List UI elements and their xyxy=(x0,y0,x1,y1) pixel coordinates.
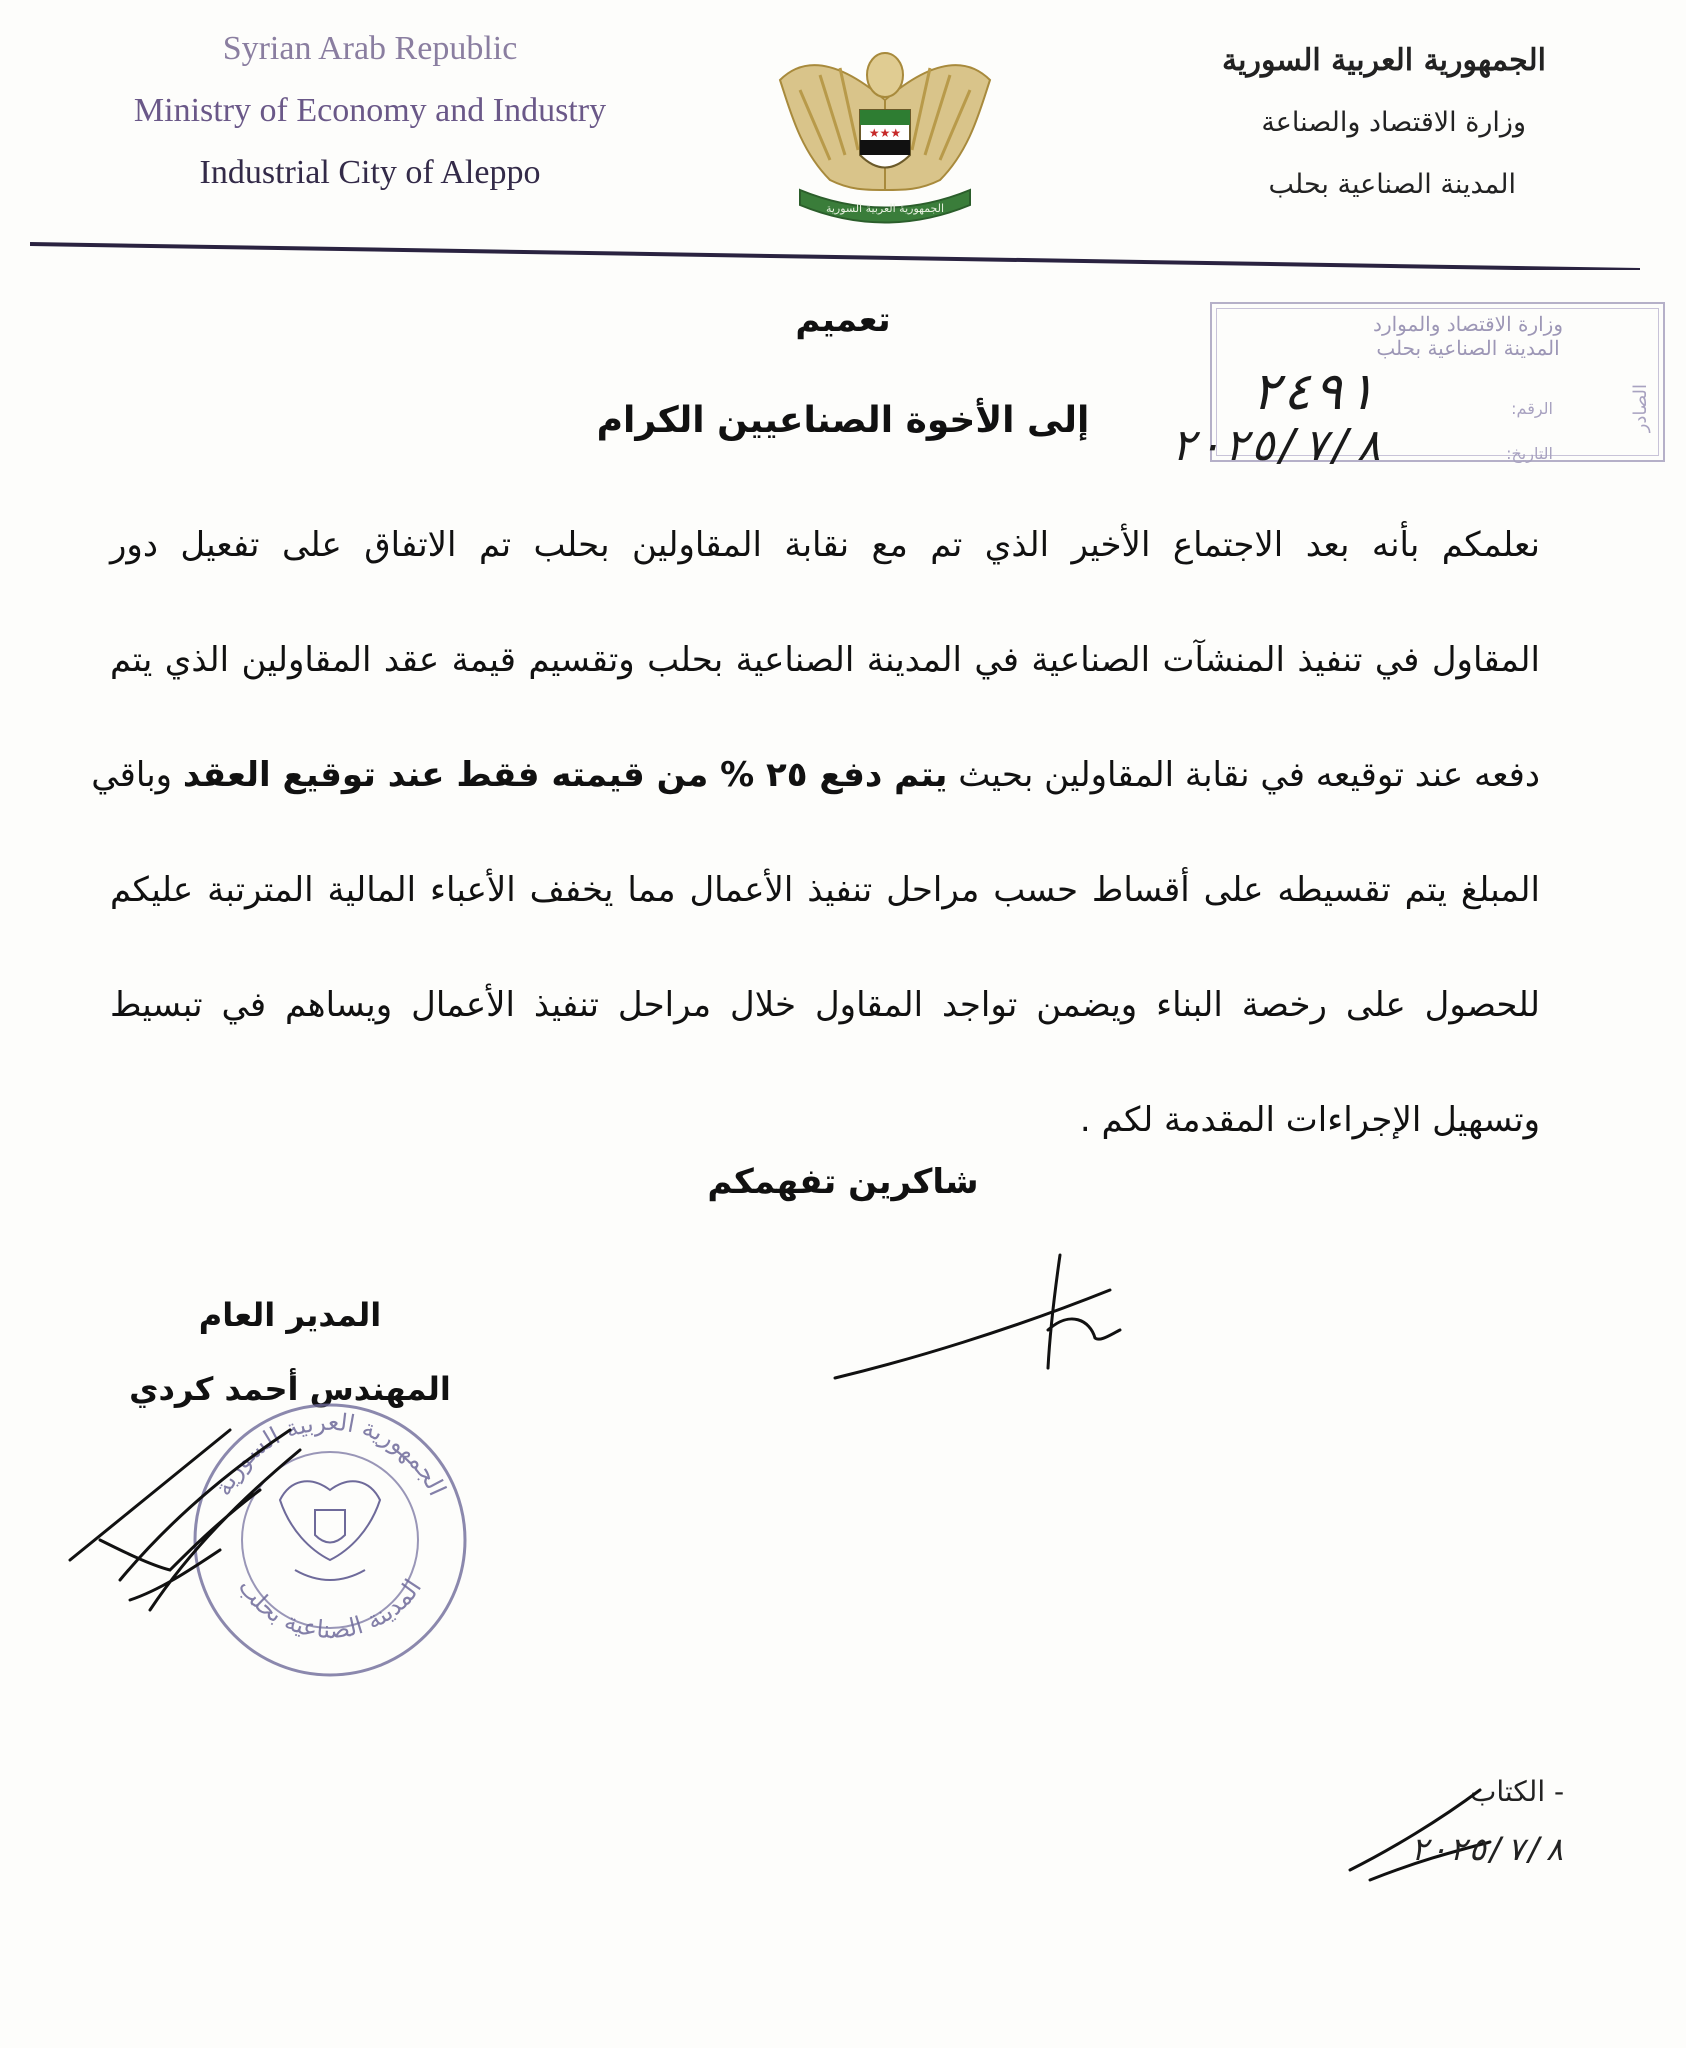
footer-date: ٢٠٢٥/٧/٨ xyxy=(1410,1830,1565,1868)
document-title: تعميم xyxy=(795,300,891,340)
header-ar-city: المدينة الصناعية بحلب xyxy=(1268,169,1516,200)
director-signature-icon xyxy=(60,1400,380,1630)
svg-text:المدينة الصناعية بحلب: المدينة الصناعية بحلب xyxy=(232,1573,428,1645)
header-english xyxy=(60,18,680,204)
registry-number-label: الرقم: xyxy=(1511,399,1553,418)
document-body xyxy=(91,488,1540,1178)
body-line: دفعه عند توقيعه في نقابة المقاولين بحيث يتم دفع ٢٥ % من قيمته فقط عند توقيع العقد وباقي xyxy=(91,755,1540,795)
body-line: المبلغ يتم تقسيطه على أقساط حسب مراحل تنفيذ الأعمال مما يخفف الأعباء المالية المترتبة عليكم xyxy=(110,870,1540,910)
header-ar-country: الجمهورية العربية السورية xyxy=(1222,43,1546,78)
registry-number: ٢٤٩١ xyxy=(1250,362,1376,422)
header-arabic xyxy=(1126,30,1546,216)
registry-side-label: الصادر xyxy=(1630,384,1651,433)
footer-reference: - الكتاب xyxy=(1470,1775,1565,1808)
registry-date: ٢٠٢٥/٧/٨ xyxy=(1170,420,1382,471)
header-divider xyxy=(30,240,1640,270)
closing-text: شاكرين تفهمكم xyxy=(707,1162,979,1202)
header-en-country: Syrian Arab Republic xyxy=(222,30,518,67)
svg-text:الجمهورية العربية السورية: الجمهورية العربية السورية xyxy=(825,202,945,215)
body-line: نعلمكم بأنه بعد الاجتماع الأخير الذي تم مع نقابة المقاولين بحلب تم الاتفاق على تفعيل دور xyxy=(110,525,1540,565)
signatory-position: المدير العام xyxy=(198,1296,382,1334)
svg-text:الجمهورية العربية السورية: الجمهورية العربية السورية xyxy=(208,1407,452,1501)
signatory-name: المهندس أحمد كردي xyxy=(129,1370,451,1408)
registry-date-label: التاريخ: xyxy=(1506,444,1553,463)
document-addressee: إلى الأخوة الصناعيين الكرام xyxy=(596,400,1090,441)
svg-text:★★★: ★★★ xyxy=(868,126,902,140)
signature-icon xyxy=(830,1250,1160,1390)
header-en-ministry: Ministry of Economy and Industry xyxy=(133,92,607,129)
header-ar-ministry: وزارة الاقتصاد والصناعة xyxy=(1261,107,1526,138)
payment-terms-highlight: يتم دفع ٢٥ % من قيمته فقط عند توقيع العقد xyxy=(182,755,948,795)
body-line: المقاول في تنفيذ المنشآت الصناعية في المدينة الصناعية بحلب وتقسيم قيمة عقد المقاولين الذي يتم xyxy=(110,640,1540,680)
header-en-city: Industrial City of Aleppo xyxy=(199,154,541,191)
eagle-emblem-icon xyxy=(770,40,1000,230)
body-line: وتسهيل الإجراءات المقدمة لكم . xyxy=(1079,1100,1540,1140)
registry-stamp-title: وزارة الاقتصاد والموارد المدينة الصناعية بحلب xyxy=(1373,312,1563,360)
body-line: للحصول على رخصة البناء ويضمن تواجد المقاول خلال مراحل تنفيذ الأعمال ويساهم في تبسيط xyxy=(110,985,1540,1025)
